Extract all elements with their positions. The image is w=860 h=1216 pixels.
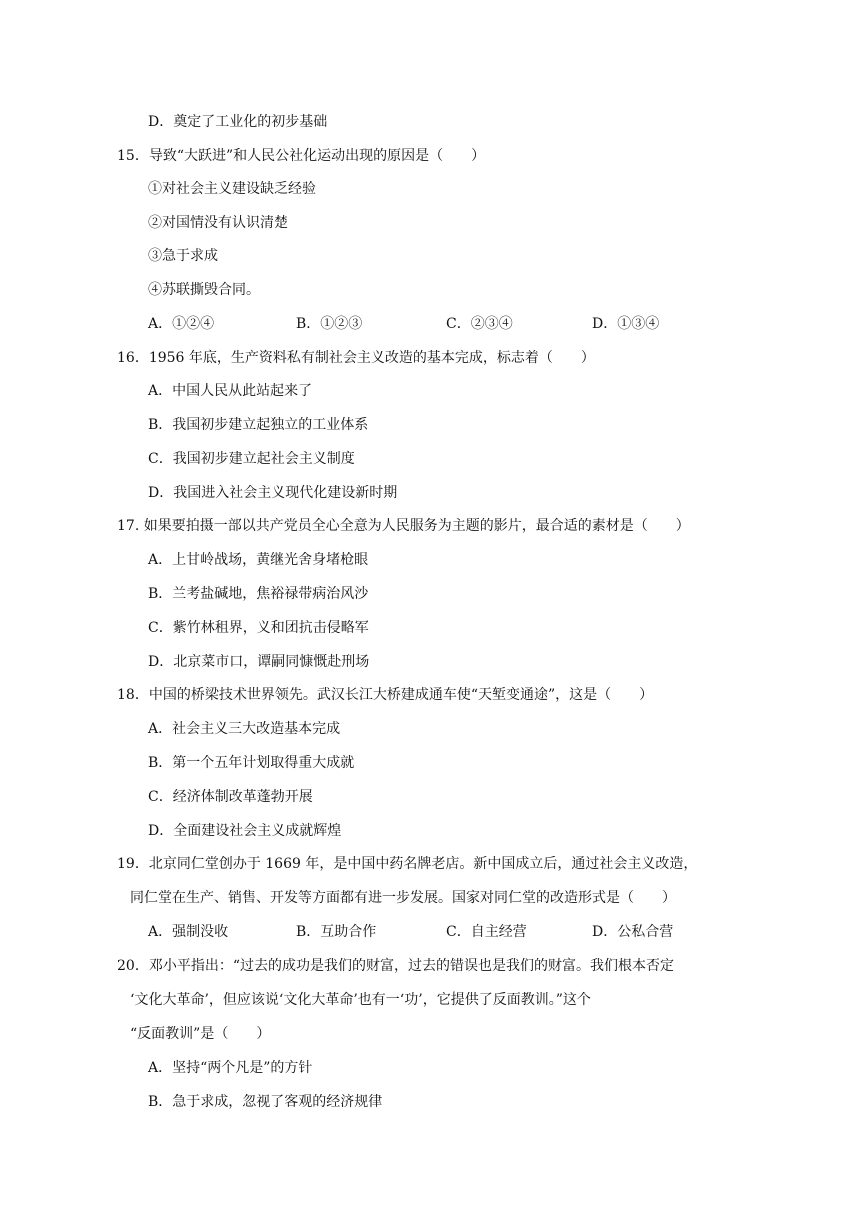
q15-item-2: ②对国情没有认识清楚 xyxy=(148,215,288,231)
q19-options-row xyxy=(0,922,860,942)
q20-option-b[interactable]: B．急于求成，忽视了客观的经济规律 xyxy=(148,1094,383,1110)
q17-option-c[interactable]: C．紫竹林租界，义和团抗击侵略军 xyxy=(148,620,369,636)
q20-stem-line-1: 20．邓小平指出：“过去的成功是我们的财富，过去的错误也是我们的财富。我们根本否定 xyxy=(117,958,674,974)
q17-stem: 17. 如果要拍摄一部以共产党员全心全意为人民服务为主题的影片，最合适的素材是（ ） xyxy=(117,518,690,534)
q15-option-b[interactable]: B．①②③ xyxy=(296,316,363,332)
q15-item-1: ①对社会主义建设缺乏经验 xyxy=(148,181,316,197)
q19-stem-line-1: 19．北京同仁堂创办于 1669 年，是中国中药名牌老店。新中国成立后，通过社会主义改造， xyxy=(117,856,698,872)
q19-option-c[interactable]: C．自主经营 xyxy=(446,924,527,940)
q18-option-d[interactable]: D．全面建设社会主义成就辉煌 xyxy=(148,823,342,839)
q19-stem-line-2: 同仁堂在生产、销售、开发等方面都有进一步发展。国家对同仁堂的改造形式是（ ） xyxy=(130,890,676,906)
q15-item-3: ③急于求成 xyxy=(148,248,218,264)
q20-option-a[interactable]: A．坚持“两个凡是”的方针 xyxy=(148,1060,313,1076)
q19-option-b[interactable]: B．互助合作 xyxy=(296,924,377,940)
q16-option-c[interactable]: C．我国初步建立起社会主义制度 xyxy=(148,451,355,467)
q16-option-a[interactable]: A．中国人民从此站起来了 xyxy=(148,383,313,399)
q15-options-row xyxy=(0,314,860,334)
q18-option-c[interactable]: C．经济体制改革蓬勃开展 xyxy=(148,789,313,805)
q15-item-4: ④苏联撕毁合同。 xyxy=(148,282,260,298)
q18-option-a[interactable]: A．社会主义三大改造基本完成 xyxy=(148,721,341,737)
q19-option-d[interactable]: D．公私合营 xyxy=(592,924,674,940)
q20-stem-line-3: “反面教训”是（ ） xyxy=(130,1026,271,1042)
q17-option-d[interactable]: D．北京菜市口，谭嗣同慷慨赴刑场 xyxy=(148,654,370,670)
q17-option-b[interactable]: B．兰考盐碱地，焦裕禄带病治风沙 xyxy=(148,586,369,602)
q15-stem: 15．导致“大跃进”和人民公社化运动出现的原因是（ ） xyxy=(117,148,486,164)
q17-option-a[interactable]: A．上甘岭战场，黄继光舍身堵枪眼 xyxy=(148,552,369,568)
q14-option-d: D．奠定了工业化的初步基础 xyxy=(148,114,328,130)
q16-stem: 16．1956 年底，生产资料私有制社会主义改造的基本完成，标志着（ ） xyxy=(117,350,595,366)
q18-stem: 18．中国的桥梁技术世界领先。武汉长江大桥建成通车使“天堑变通途”，这是（ ） xyxy=(117,687,654,703)
q15-option-c[interactable]: C．②③④ xyxy=(446,316,513,332)
q15-option-d[interactable]: D．①③④ xyxy=(592,316,660,332)
q16-option-b[interactable]: B．我国初步建立起独立的工业体系 xyxy=(148,417,369,433)
q15-option-a[interactable]: A．①②④ xyxy=(148,316,215,332)
q16-option-d[interactable]: D．我国进入社会主义现代化建设新时期 xyxy=(148,485,398,501)
q19-option-a[interactable]: A．强制没收 xyxy=(148,924,229,940)
q20-stem-line-2: ‘文化大革命’，但应该说‘文化大革命’也有一‘功’，它提供了反面教训。”这个 xyxy=(130,992,591,1008)
q18-option-b[interactable]: B．第一个五年计划取得重大成就 xyxy=(148,755,355,771)
